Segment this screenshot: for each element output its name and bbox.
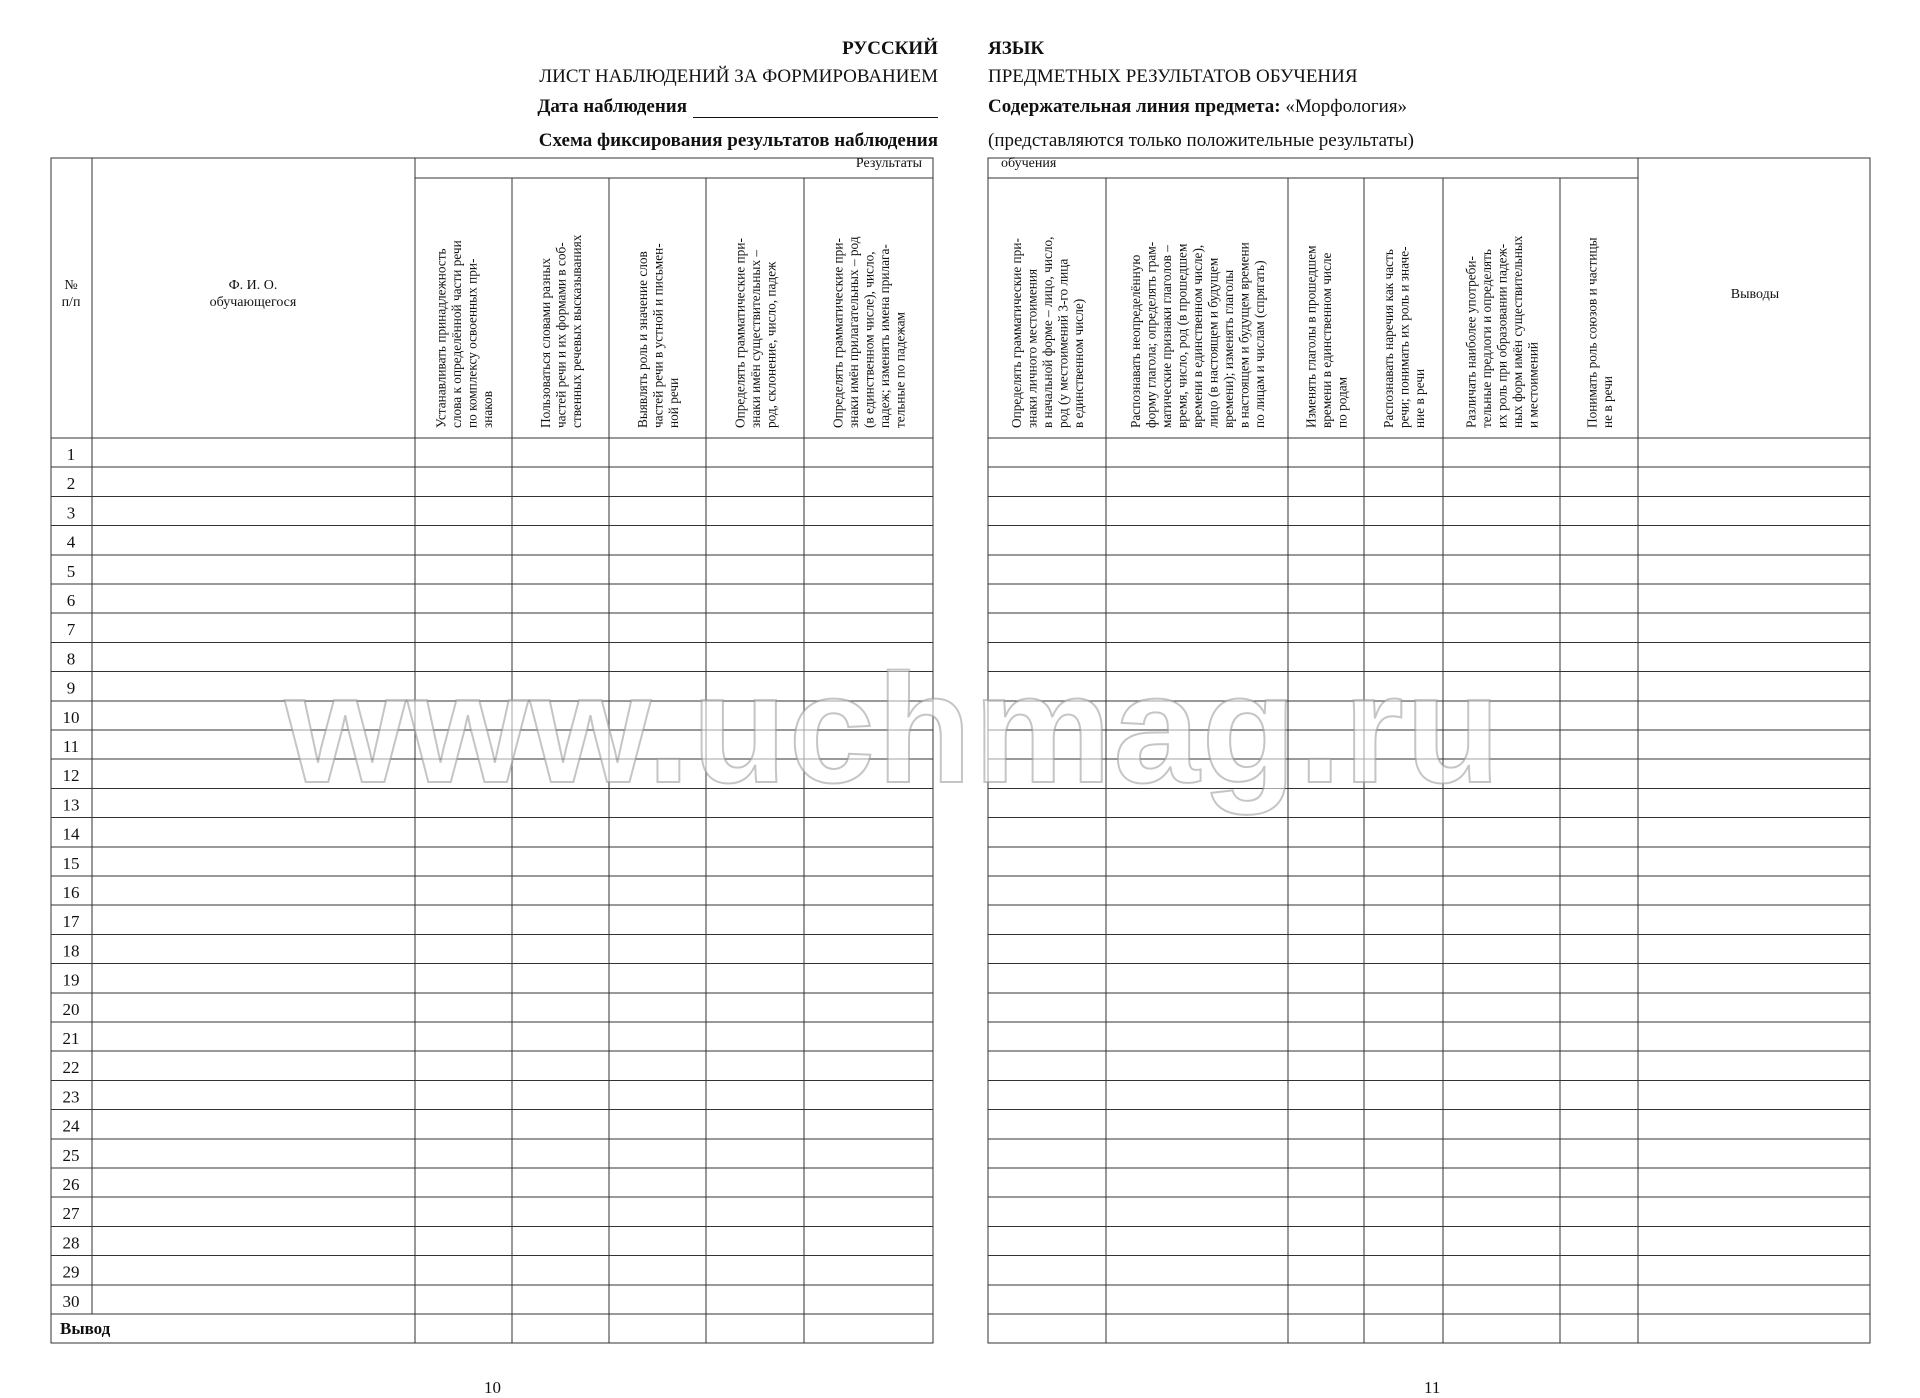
left-criterion-2-line: частей речи и их формами в соб-: [553, 242, 569, 428]
right-criteria-headers: [1009, 235, 1615, 428]
right-criterion-5-line: Различать наиболее употреби-: [1463, 256, 1479, 428]
row-number: 22: [62, 1058, 80, 1078]
left-subtitle: ЛИСТ НАБЛЮДЕНИЙ ЗА ФОРМИРОВАНИЕМ: [539, 66, 938, 87]
right-criterion-3-line: по родам: [1334, 376, 1350, 428]
right-criterion-5-line: ных форм имён существительных: [1510, 235, 1525, 428]
row-number: 19: [62, 970, 80, 990]
row-number: 29: [62, 1262, 80, 1282]
right-criterion-5-line: и местоимений: [1525, 341, 1541, 428]
left-criterion-4-line: Определять грамматические при-: [732, 238, 748, 428]
row-number: 11: [62, 737, 80, 756]
footer-conclusion-label: Вывод: [60, 1319, 111, 1338]
watermark: www.uchmag.ru: [285, 642, 1503, 815]
content-line-label: Содержательная линия предмета:: [988, 96, 1281, 117]
col-name-header-1: Ф. И. О.: [228, 278, 278, 293]
row-number: 12: [62, 766, 80, 786]
scheme-note: (представляются только положительные результаты): [988, 130, 1415, 151]
right-criterion-1-line: род (у местоимений 3-го лица: [1055, 258, 1071, 428]
right-criterion-5-line: тельные предлоги и определять: [1479, 249, 1494, 428]
left-criterion-3-line: Выявлять роль и значение слов: [635, 251, 650, 428]
row-number: 24: [62, 1116, 80, 1136]
left-criterion-5-line: падеж; изменять имена прилага-: [877, 244, 892, 428]
right-criterion-2-line: времени); изменять глаголы: [1221, 269, 1236, 428]
row-number: 18: [62, 941, 80, 961]
right-criterion-2-line: времени в единственном числе),: [1190, 244, 1205, 428]
right-criterion-2-line: форму глагола; определять грам-: [1143, 241, 1159, 428]
col-num-header-2: п/п: [61, 295, 81, 310]
right-criterion-2-line: время, число, род (в прошедшем: [1174, 243, 1190, 428]
right-criterion-1-line: знаки личного местоимения: [1024, 268, 1040, 428]
left-criterion-3-line: частей речи в устной и письмен-: [650, 243, 666, 428]
right-subtitle: ПРЕДМЕТНЫХ РЕЗУЛЬТАТОВ ОБУЧЕНИЯ: [988, 66, 1358, 87]
left-criterion-1-line: слова к определённой части речи: [448, 240, 464, 428]
row-number: 5: [66, 561, 76, 581]
row-number: 25: [62, 1145, 80, 1165]
right-criterion-1-line: Определять грамматические при-: [1009, 238, 1024, 428]
row-number: 15: [62, 853, 80, 873]
right-criterion-4-line: Распознавать наречия как часть: [1381, 249, 1396, 428]
row-number: 26: [62, 1175, 80, 1194]
group-header-results: Результаты: [855, 156, 922, 171]
left-table-grid: [51, 158, 933, 1343]
left-criterion-4-line: род, склонение, число, падеж: [763, 261, 779, 428]
right-title: ЯЗЫК: [988, 38, 1045, 59]
col-num-header-1: №: [64, 278, 78, 293]
right-criterion-2-line: матические признаки глаголов –: [1159, 245, 1174, 428]
row-number: 20: [62, 999, 80, 1019]
row-number: 21: [62, 1029, 80, 1048]
right-criterion-4-line: речи; понимать их роль и значе-: [1396, 246, 1412, 428]
page-number-right: 11: [1424, 1378, 1441, 1397]
row-number: 1: [66, 445, 76, 464]
row-number: 13: [62, 795, 80, 815]
row-number: 4: [66, 532, 76, 552]
right-criterion-6-line: не в речи: [1599, 376, 1615, 428]
row-number: 30: [62, 1291, 80, 1311]
scheme-label: Схема фиксирования результатов наблюдения: [538, 130, 938, 151]
left-criterion-4-line: знаки имён существительных –: [748, 249, 763, 428]
right-criterion-5-line: их роль при образовании падеж-: [1494, 243, 1510, 428]
row-numbers: [63, 445, 81, 1311]
left-criterion-3-line: ной речи: [666, 377, 681, 428]
left-criterion-5-line: тельные по падежам: [892, 312, 908, 428]
left-table-border: [51, 158, 933, 1343]
row-number: 23: [62, 1087, 80, 1107]
left-title: РУССКИЙ: [842, 38, 938, 59]
date-label: Дата наблюдения: [537, 96, 687, 117]
row-number: 10: [62, 707, 80, 727]
right-table-grid: [988, 158, 1870, 1343]
right-table-border: [988, 158, 1870, 1343]
left-criterion-1-line: Устанавливать принадлежность: [433, 248, 449, 428]
row-number: 17: [62, 912, 80, 932]
left-criterion-1-line: знаков: [479, 391, 495, 428]
left-criterion-5-line: знаки имён прилагательных – род: [846, 236, 861, 428]
right-criterion-2-line: Распознавать неопределённую: [1128, 254, 1143, 428]
right-criterion-6-line: Понимать роль союзов и частицы: [1584, 237, 1600, 428]
conclusions-header: Выводы: [1730, 287, 1780, 302]
col-name-header-2: обучающегося: [209, 295, 297, 310]
left-criteria-headers: [433, 234, 907, 428]
row-number: 27: [62, 1204, 80, 1224]
right-criterion-2-line: в настоящем и будущем времени: [1236, 242, 1252, 428]
right-criterion-4-line: ние в речи: [1412, 368, 1427, 428]
right-criterion-2-line: лицо (в настоящем и будущем: [1205, 257, 1221, 428]
row-number: 2: [66, 474, 76, 494]
content-line-value: «Морфология»: [1285, 96, 1408, 117]
left-criterion-2-line: Пользоваться словами разных: [538, 257, 553, 428]
right-criterion-1-line: в начальной форме – лицо, число,: [1040, 236, 1055, 428]
row-number: 14: [62, 824, 80, 844]
row-number: 7: [66, 620, 76, 640]
row-number: 9: [66, 678, 76, 698]
row-number: 6: [66, 591, 76, 610]
left-criterion-1-line: по комплексу освоенных при-: [464, 258, 480, 428]
left-criterion-2-line: ственных речевых высказываниях: [569, 234, 584, 428]
right-criterion-3-line: времени в единственном числе: [1319, 252, 1334, 428]
row-number: 16: [62, 883, 80, 902]
row-number: 8: [66, 649, 76, 669]
left-criterion-5-line: Определять грамматические при-: [830, 238, 846, 428]
row-number: 3: [66, 503, 76, 523]
right-criterion-3-line: Изменять глаголы в прошедшем: [1303, 245, 1319, 428]
page-number-left: 10: [484, 1378, 501, 1397]
right-criterion-1-line: в единственном числе): [1071, 298, 1086, 428]
right-criterion-2-line: по лицам и числам (спрягать): [1252, 260, 1267, 428]
row-number: 28: [62, 1233, 80, 1253]
group-header-learning: обучения: [1001, 156, 1057, 171]
left-criterion-5-line: (в единственном числе), число,: [861, 251, 877, 428]
